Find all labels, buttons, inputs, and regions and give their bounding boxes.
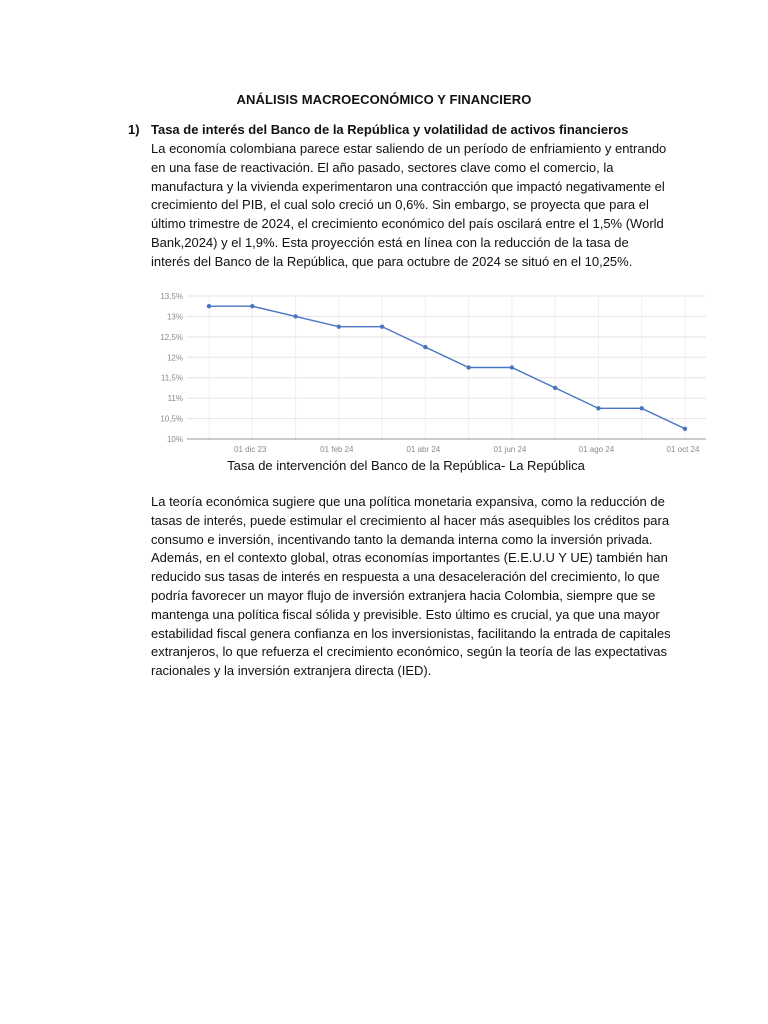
x-tick-label: 01 ago 24	[578, 445, 615, 454]
chart-series	[207, 304, 687, 431]
y-tick-label: 12%	[166, 353, 183, 363]
data-point	[380, 324, 384, 328]
data-point	[207, 304, 211, 308]
y-tick-label: 12,5%	[160, 332, 183, 342]
chart-svg	[150, 288, 712, 458]
chart-caption: Tasa de intervención del Banco de la República- La República	[227, 458, 585, 473]
data-point	[683, 427, 687, 431]
data-point	[640, 406, 644, 410]
x-tick-label: 01 dic 23	[234, 445, 267, 454]
paragraph-theory: La teoría económica sugiere que una política monetaria expansiva, como la reducción de tasas de interés, puede estimular el crecimiento al hacer más asequibles los créditos para consumo e inversión, incentivando tanto la demanda interna como la inversión privada. Además, en el contexto global, otras economías importantes (E.E.U.U Y UE) también han reducido sus tasas de interés en respuesta a una desaceleración del crecimiento, lo que podría favorecer un mayor flujo de inversión extranjera hacia Colombia, siempre que se mantenga una política fiscal sólida y previsible. Esto último es crucial, ya que una mayor estabilidad fiscal genera confianza en los inversionistas, facilitando la entrada de capitales extranjeros, lo que refuerza el crecimiento económico, según la teoría de las expectativas racionales y la inversión extranjera directa (IED).	[151, 494, 671, 679]
chart-grid	[187, 296, 706, 439]
x-tick-label: 01 abr 24	[406, 445, 441, 454]
data-point	[250, 304, 254, 308]
interest-rate-chart	[150, 288, 712, 458]
x-tick-label: 01 oct 24	[666, 445, 700, 454]
data-point	[596, 406, 600, 410]
y-tick-label: 11,5%	[160, 373, 183, 383]
section-number: 1)	[128, 122, 140, 137]
document-title: ANÁLISIS MACROECONÓMICO Y FINANCIERO	[236, 92, 532, 107]
paragraph-intro: La economía colombiana parece estar saliendo de un período de enfriamiento y entrando en una fase de reactivación. El año pasado, sectores clave como el comercio, la manufactura y la vivienda experimentaron una contracción que impactó negativamente el crecimiento del PIB, el cual solo creció un 0,6%. Sin embargo, se proyecta que para el último trimestre de 2024, el crecimiento económico del país oscilará entre el 1,5% (World Bank,2024) y el 1,9%. Esta proyección está en línea con la reducción de la tasa de interés del Banco de la República, que para octubre de 2024 se situó en el 10,25%.	[151, 141, 667, 269]
y-tick-label: 11%	[167, 394, 183, 404]
y-tick-label: 10,5%	[160, 414, 183, 424]
section-heading: Tasa de interés del Banco de la República y volatilidad de activos financieros	[151, 122, 629, 137]
data-point	[423, 345, 427, 349]
y-tick-label: 10%	[166, 435, 183, 444]
data-point	[337, 324, 341, 328]
data-point	[510, 365, 514, 369]
data-point	[553, 386, 557, 390]
data-point	[293, 314, 297, 318]
y-tick-label: 13%	[166, 312, 183, 322]
x-tick-label: 01 feb 24	[320, 445, 354, 454]
x-tick-label: 01 jun 24	[493, 445, 527, 454]
y-tick-label: 13,5%	[160, 292, 183, 301]
data-point	[466, 365, 470, 369]
series-line	[209, 306, 685, 429]
